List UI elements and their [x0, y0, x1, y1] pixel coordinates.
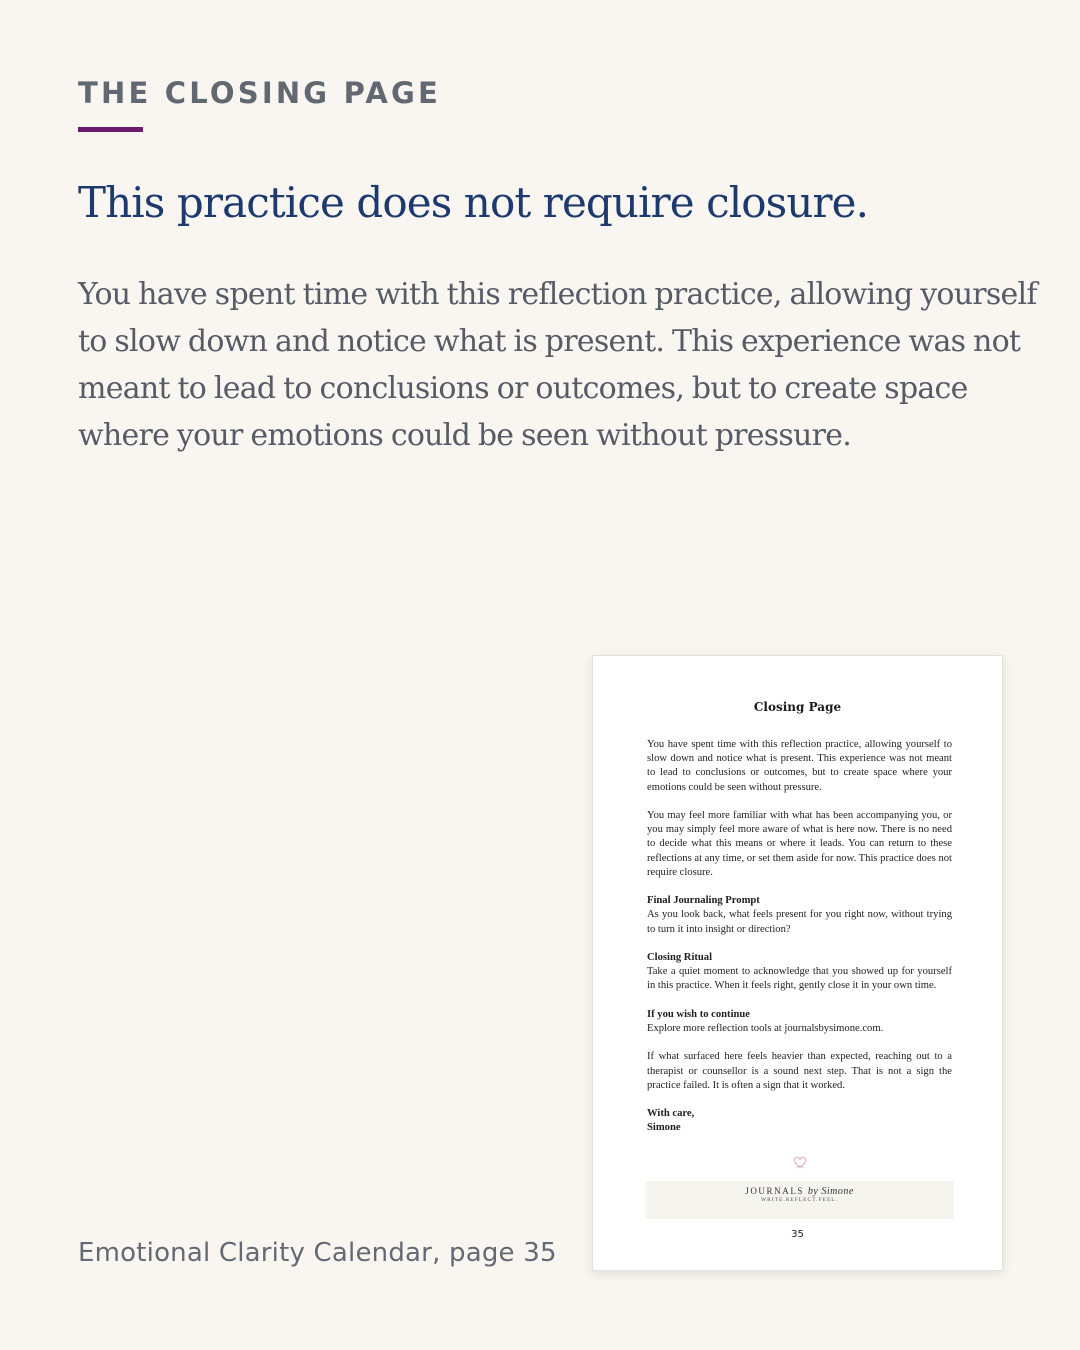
thumbnail-body — [647, 738, 952, 1136]
heart-logo-icon — [791, 1153, 809, 1171]
thumbnail-continue-section — [647, 1008, 952, 1036]
kicker-underline — [78, 127, 143, 132]
thumbnail-continue-heading: If you wish to continue — [647, 1008, 751, 1020]
thumbnail-support-text: If what surfaced here feels heavier than expected, reaching out to a therapist or counsellor is a sound next step. That is not a sign the practice failed. It is often a sign that it worked. — [647, 1051, 952, 1091]
thumbnail-signoff-line-1: With care, — [647, 1108, 695, 1120]
thumbnail-page-number: 35 — [791, 1229, 804, 1240]
brand-logo-tagline: WRITE.REFLECT.FEEL. — [760, 1197, 839, 1203]
brand-logo-banner — [645, 1181, 954, 1219]
thumbnail-prompt-section — [647, 894, 952, 937]
page-caption: Emotional Clarity Calendar, page 35 — [78, 1238, 557, 1268]
thumbnail-ritual-heading: Closing Ritual — [647, 952, 713, 963]
brand-logo-main: JOURNALS — [745, 1186, 805, 1196]
thumbnail-title: Closing Page — [753, 700, 842, 714]
brand-logo-script: by Simone — [807, 1186, 854, 1197]
thumbnail-ritual-section — [647, 951, 952, 994]
thumbnail-paragraph-1: You have spent time with this reflection practice, allowing yourself to slow down and notice what is present. This experience was not meant to lead to conclusions or outcomes, but to create space where your emotions could be seen without pressure. — [647, 739, 952, 793]
thumbnail-continue-text: Explore more reflection tools at journalsbysimone.com. — [647, 1023, 884, 1034]
brand-logo-wordmark — [645, 1186, 954, 1197]
headline: This practice does not require closure. — [78, 178, 869, 227]
intro-paragraph: You have spent time with this reflection practice, allowing yourself to slow down and notice what is present. This experience was not meant to lead to conclusions or outcomes, but to create space where your emotions could be seen without pressure. — [78, 277, 1037, 453]
page-thumbnail — [592, 655, 1003, 1271]
thumbnail-signoff-line-2: Simone — [647, 1122, 681, 1134]
thumbnail-ritual-text: Take a quiet moment to acknowledge that you showed up for yourself in this practice. When it feels right, gently close it in your own time. — [647, 966, 952, 992]
thumbnail-prompt-heading: Final Journaling Prompt — [647, 895, 760, 907]
thumbnail-signoff — [647, 1107, 952, 1135]
section-kicker: THE CLOSING PAGE — [78, 76, 442, 110]
thumbnail-paragraph-2: You may feel more familiar with what has been accompanying you, or you may simply feel more aware of what is here now. There is no need to decide what this means or where it leads. You can return to these reflections at any time, or set them aside for now. This practice does not require closure. — [647, 810, 952, 878]
thumbnail-prompt-text: As you look back, what feels present for you right now, without trying to turn it into insight or direction? — [647, 909, 952, 935]
